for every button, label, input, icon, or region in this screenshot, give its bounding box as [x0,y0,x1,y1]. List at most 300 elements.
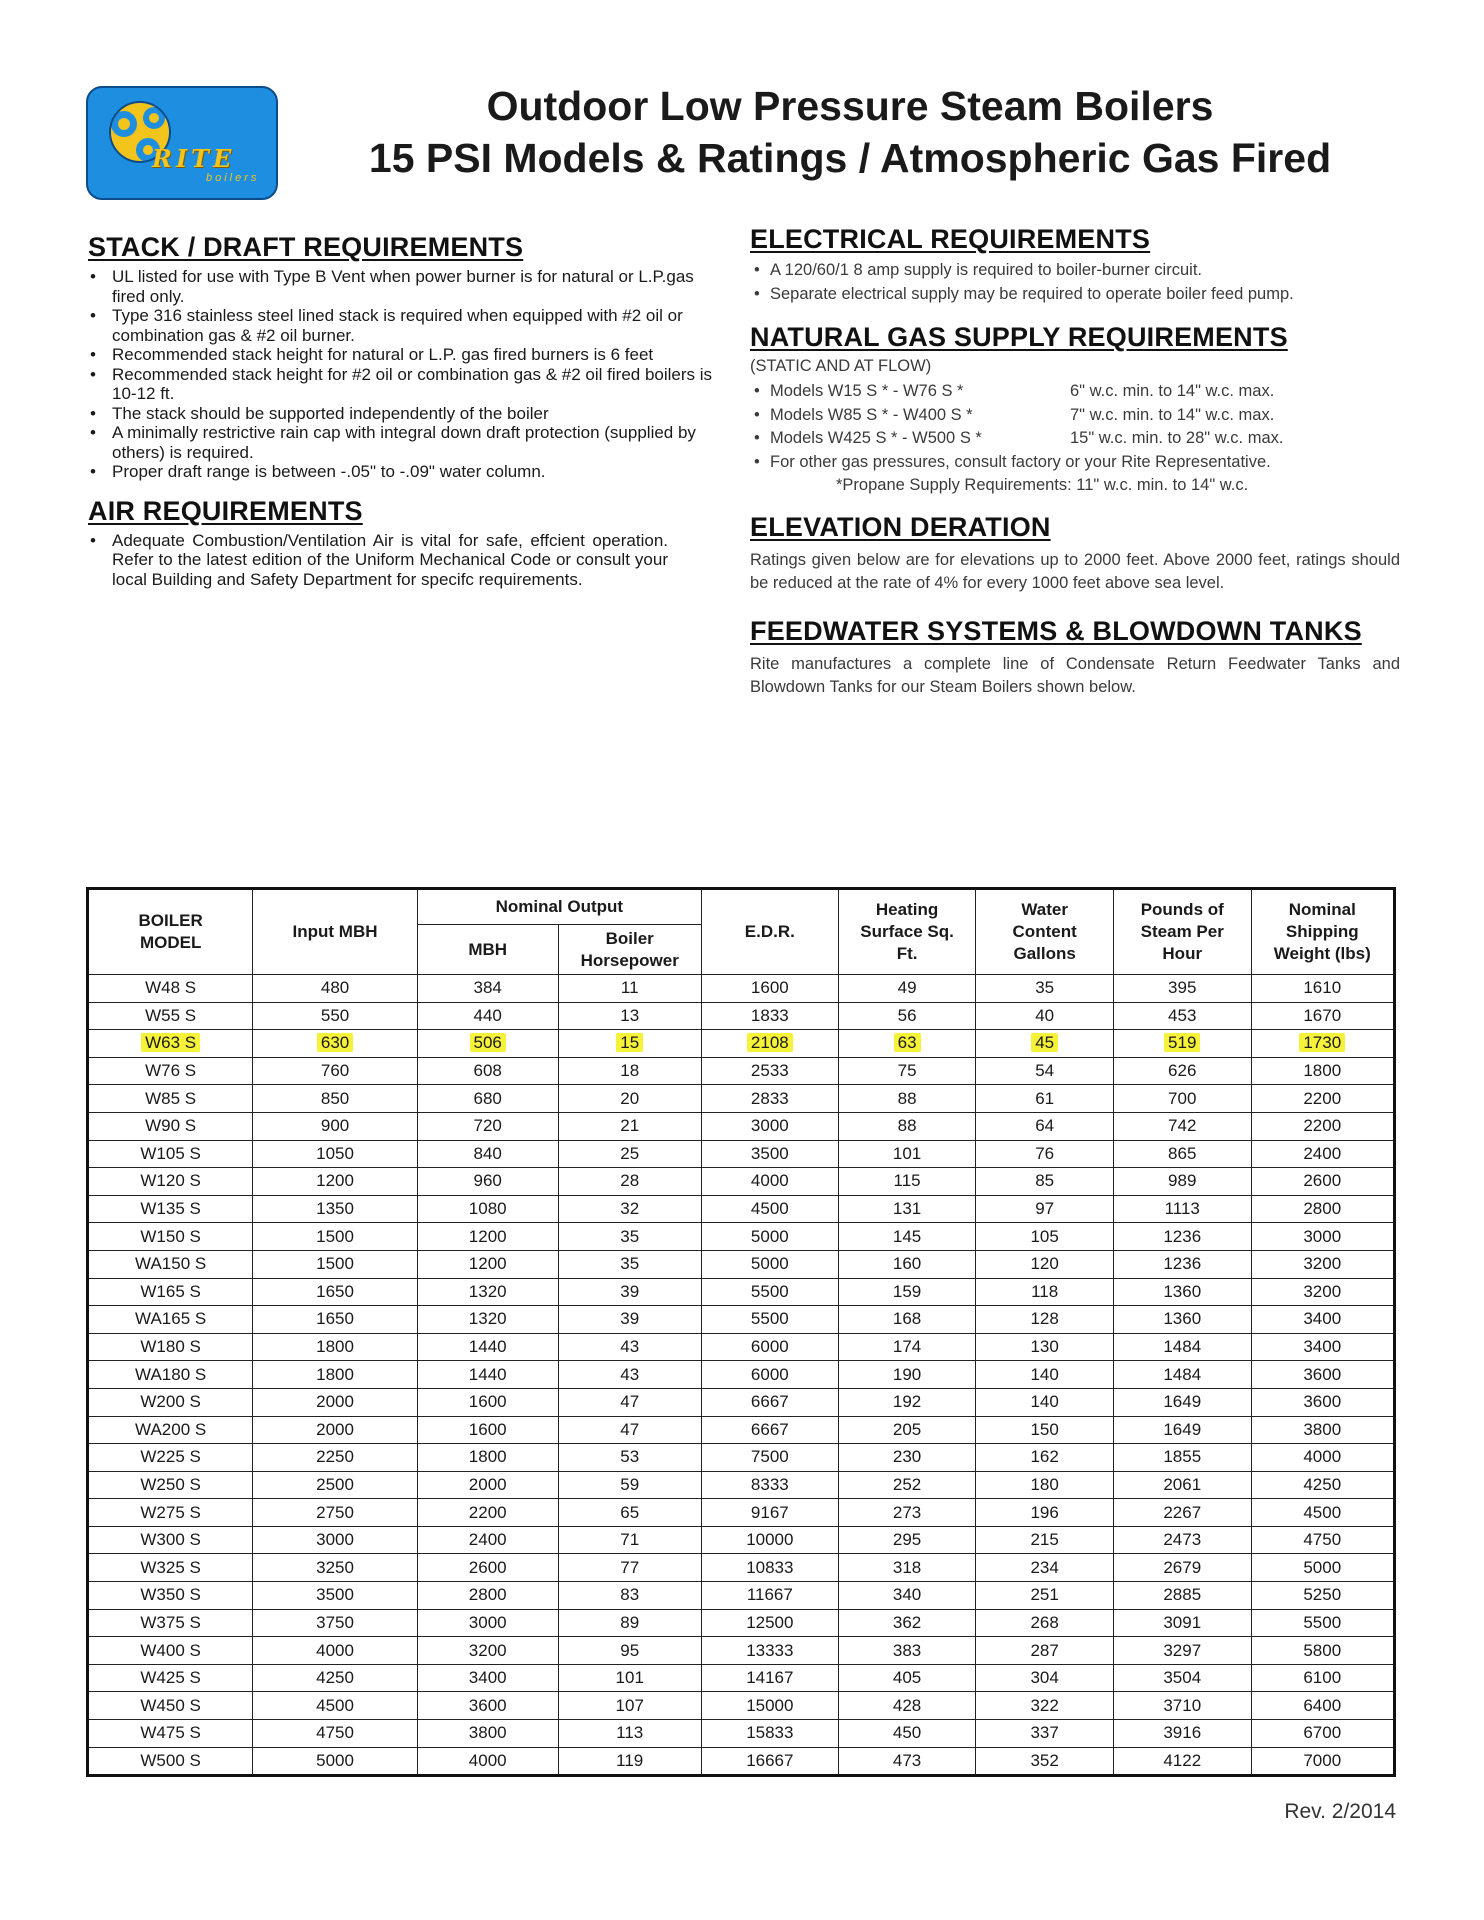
cell-value: 960 [473,1171,502,1191]
cell-value: 39 [620,1281,640,1301]
gas-range: 15" w.c. min. to 28" w.c. max. [1070,429,1284,447]
cell-hp [558,1195,701,1223]
list-item: • A minimally restrictive rain cap with integral down draft protection (supplied by others) is required. [88,423,728,462]
cell-heating [838,1195,976,1223]
cell-water [976,1085,1114,1113]
cell-edr [701,1720,838,1748]
cell-mbh [417,1582,558,1610]
cell-value: W225 S [140,1447,201,1467]
cell-weight [1251,1306,1394,1334]
table-row [88,1002,1395,1030]
cell-model [88,1471,253,1499]
cell-input [253,1085,418,1113]
cell-steam [1113,1554,1251,1582]
cell-heating [838,1361,976,1389]
cell-water [976,1526,1114,1554]
gas-models: • Models W425 S * - W500 S * [770,429,982,447]
cell-heating [838,1112,976,1140]
cell-hp [558,1692,701,1720]
cell-heating [838,1444,976,1472]
cell-steam [1113,1002,1251,1030]
cell-value: 3750 [316,1612,354,1632]
cell-weight [1251,1085,1394,1113]
cell-model [88,1140,253,1168]
cell-value: 3297 [1163,1640,1202,1660]
cell-value: W180 S [140,1337,201,1357]
cell-hp [558,1085,701,1113]
cell-value: 40 [1035,1005,1055,1025]
cell-water [976,1554,1114,1582]
cell-value: 10833 [746,1557,794,1577]
cell-mbh [417,1278,558,1306]
cell-value: W165 S [140,1281,201,1301]
cell-model [88,1030,253,1058]
cell-water [976,1747,1114,1776]
cell-value: 140 [1030,1364,1059,1384]
cell-model [88,1692,253,1720]
cell-value: 989 [1168,1171,1197,1191]
cell-weight [1251,1609,1394,1637]
cell-value: 3000 [316,1530,354,1550]
cell-heating [838,1664,976,1692]
cell-value: 3916 [1163,1723,1202,1743]
cell-value: 105 [1030,1226,1059,1246]
cell-input [253,1444,418,1472]
cell-weight [1251,1664,1394,1692]
cell-value: 3000 [1303,1226,1342,1246]
cell-value: 5000 [316,1750,354,1770]
cell-steam [1113,1692,1251,1720]
cell-hp [558,1747,701,1776]
stack-heading: STACK / DRAFT REQUIREMENTS [88,232,524,262]
cell-steam [1113,1664,1251,1692]
feedwater-text: Rite manufactures a complete line of Condensate Return Feedwater Tanks and Blowdown Tanks for our Steam Boilers shown below. [750,654,1400,696]
cell-hp [558,1554,701,1582]
cell-value: 3200 [1303,1281,1342,1301]
cell-water [976,1609,1114,1637]
cell-weight [1251,1112,1394,1140]
cell-value: 4250 [1303,1474,1342,1494]
cell-hp [558,975,701,1003]
cell-value: 1350 [316,1199,354,1219]
cell-mbh [417,1416,558,1444]
cell-value: 3400 [1303,1309,1342,1329]
cell-value: 1113 [1164,1199,1200,1219]
table-row [88,1720,1395,1748]
cell-value: 47 [620,1392,640,1412]
cell-value: 150 [1030,1419,1059,1439]
cell-input [253,1526,418,1554]
cell-model [88,1085,253,1113]
cell-value: 1649 [1163,1392,1202,1412]
cell-value: 88 [897,1116,917,1136]
cell-heating [838,1002,976,1030]
cell-mbh [417,1609,558,1637]
cell-value: 1200 [316,1171,354,1191]
cell-value: 13 [620,1005,640,1025]
cell-edr [701,1582,838,1610]
cell-hp [558,1333,701,1361]
cell-value: 101 [615,1668,644,1688]
cell-value: 3400 [468,1668,507,1688]
cell-water [976,1140,1114,1168]
cell-hp [558,1057,701,1085]
cell-mbh [417,1692,558,1720]
cell-value: 95 [620,1640,640,1660]
cell-heating [838,1554,976,1582]
cell-model [88,1278,253,1306]
propane-note: *Propane Supply Requirements: 11" w.c. min. to 14" w.c. [836,476,1249,494]
cell-value: 1484 [1163,1364,1202,1384]
list-item: • Type 316 stainless steel lined stack is required when equipped with #2 oil or combination gas & #2 oil burner. [88,306,728,345]
cell-weight [1251,1471,1394,1499]
cell-value: 2600 [468,1557,507,1577]
cell-steam [1113,1471,1251,1499]
cell-heating [838,1333,976,1361]
cell-value: 6000 [750,1337,789,1357]
cell-weight [1251,1140,1394,1168]
cell-edr [701,1085,838,1113]
cell-value: 2400 [468,1530,507,1550]
cell-mbh [417,1444,558,1472]
cell-value: 47 [620,1419,640,1439]
cell-mbh [417,1333,558,1361]
cell-value: 15000 [746,1695,794,1715]
cell-value: 1649 [1163,1419,1202,1439]
cell-model [88,1361,253,1389]
cell-mbh [417,1361,558,1389]
electrical-list [750,259,1400,306]
table-row [88,1554,1395,1582]
cell-hp [558,1140,701,1168]
cell-value: 4750 [1303,1530,1342,1550]
cell-water [976,1637,1114,1665]
cell-steam [1113,975,1251,1003]
cell-edr [701,1306,838,1334]
cell-value: 2250 [316,1447,354,1467]
cell-hp [558,1002,701,1030]
cell-value: W350 S [140,1585,201,1605]
cell-value: 1600 [468,1392,507,1412]
cell-weight [1251,1526,1394,1554]
ratings-table [86,887,1396,1777]
list-item: • Recommended stack height for natural or L.P. gas fired burners is 6 feet [88,345,728,365]
cell-model [88,1112,253,1140]
cell-input [253,1057,418,1085]
cell-hp [558,1168,701,1196]
table-row [88,1306,1395,1334]
cell-water [976,1471,1114,1499]
cell-value: 32 [620,1199,640,1219]
cell-value: 18 [620,1061,640,1081]
cell-water [976,1250,1114,1278]
cell-value: 16667 [746,1750,794,1770]
list-item [750,380,1400,404]
cell-value: 4750 [316,1723,354,1743]
cell-steam [1113,1526,1251,1554]
table-row [88,1195,1395,1223]
cell-edr [701,1554,838,1582]
feedwater-heading: FEEDWATER SYSTEMS & BLOWDOWN TANKS [750,615,1362,646]
cell-value: 1484 [1163,1337,1202,1357]
cell-value: 473 [892,1750,922,1770]
cell-value: 1800 [316,1337,354,1357]
cell-weight [1251,1250,1394,1278]
header-boiler-horsepower: Boiler Horsepower [558,925,701,975]
cell-model [88,1168,253,1196]
cell-value: 1610 [1303,978,1342,998]
cell-hp [558,1388,701,1416]
cell-hp [558,1278,701,1306]
cell-mbh [417,1030,558,1058]
list-item: • For other gas pressures, consult factory or your Rite Representative. [750,451,1400,475]
cell-mbh [417,1554,558,1582]
gas-range: 7" w.c. min. to 14" w.c. max. [1070,405,1275,424]
cell-steam [1113,1361,1251,1389]
cell-mbh [417,1002,558,1030]
cell-value: 1800 [316,1364,354,1384]
cell-value: 2400 [1303,1143,1342,1163]
cell-steam [1113,1168,1251,1196]
cell-value: 453 [1168,1005,1197,1025]
cell-value: 384 [473,978,502,998]
cell-value: 3500 [316,1585,354,1605]
table-row [88,1416,1395,1444]
cell-model [88,1637,253,1665]
table-row [88,1030,1395,1058]
cell-value: 1236 [1163,1254,1202,1274]
cell-value: 9167 [750,1502,789,1522]
cell-value: 680 [473,1088,502,1108]
cell-value: W300 S [140,1530,201,1550]
cell-value: 268 [1030,1612,1059,1632]
cell-value: 2833 [750,1088,789,1108]
cell-value: 4000 [316,1640,354,1660]
cell-value: 3800 [468,1723,507,1743]
cell-value: 252 [892,1474,922,1494]
cell-value: 54 [1035,1061,1055,1081]
cell-value: 2600 [1303,1171,1342,1191]
cell-value: 550 [320,1005,350,1025]
cell-value: 1800 [468,1447,507,1467]
cell-value: 159 [892,1281,922,1301]
cell-mbh [417,1526,558,1554]
cell-value: 304 [1030,1668,1059,1688]
header-edr: E.D.R. [701,889,838,975]
cell-input [253,1223,418,1251]
cell-value: 900 [320,1116,350,1136]
cell-heating [838,1720,976,1748]
cell-value: 83 [620,1585,640,1605]
gas-range: 6" w.c. min. to 14" w.c. max. [1070,382,1275,400]
elevation-heading: ELEVATION DERATION [750,511,1051,542]
cell-value: 5500 [750,1309,789,1329]
cell-model [88,1416,253,1444]
cell-value: 1320 [468,1281,507,1301]
cell-hp [558,1582,701,1610]
cell-model [88,1002,253,1030]
cell-value: W90 S [145,1116,197,1136]
cell-edr [701,1499,838,1527]
cell-value: 76 [1035,1143,1055,1163]
cell-value: 3091 [1163,1612,1202,1632]
cell-heating [838,1278,976,1306]
cell-input [253,1637,418,1665]
cell-value: 15833 [746,1723,794,1743]
cell-value: 3200 [468,1640,507,1660]
cell-weight [1251,1720,1394,1748]
cell-value: 10000 [746,1530,794,1550]
cell-input [253,1112,418,1140]
cell-heating [838,975,976,1003]
cell-weight [1251,1582,1394,1610]
cell-value: 88 [897,1088,917,1108]
cell-value: 113 [616,1723,644,1743]
cell-water [976,1195,1114,1223]
table-row [88,1664,1395,1692]
list-item: • Proper draft range is between -.05" to -.09" water column. [88,462,728,482]
cell-value: 4500 [1303,1502,1342,1522]
cell-value: 1670 [1303,1005,1342,1025]
cell-value: 2061 [1163,1474,1202,1494]
revision-label: Rev. 2/2014 [1284,1800,1396,1823]
cell-value: 6667 [750,1392,789,1412]
cell-input [253,1140,418,1168]
cell-value: 192 [892,1392,922,1412]
cell-water [976,1030,1114,1058]
cell-input [253,1609,418,1637]
cell-value: 2500 [316,1474,354,1494]
cell-value: W250 S [140,1474,201,1494]
cell-weight [1251,1278,1394,1306]
cell-mbh [417,975,558,1003]
table-row [88,1747,1395,1776]
cell-value: 65 [620,1502,640,1522]
cell-value: WA165 S [135,1309,207,1329]
cell-value: 196 [1030,1502,1059,1522]
logo-text: RITE [152,144,236,173]
cell-value: 1833 [750,1005,789,1025]
left-column [88,232,728,589]
cell-value: W425 S [140,1668,201,1688]
cell-input [253,1664,418,1692]
cell-value: 14167 [746,1668,794,1688]
elevation-text: Ratings given below are for elevations up to 2000 feet. Above 2000 feet, ratings should be reduced at the rate of 4% for every 1000 feet above sea level. [750,550,1400,592]
cell-value: 3200 [1303,1254,1342,1274]
cell-model [88,1388,253,1416]
cell-value: 53 [620,1447,640,1467]
cell-hp [558,1499,701,1527]
cell-input [253,1582,418,1610]
header-input-mbh: Input MBH [253,889,418,975]
cell-mbh [417,1195,558,1223]
cell-model [88,1582,253,1610]
cell-steam [1113,1278,1251,1306]
table-row [88,1692,1395,1720]
cell-weight [1251,1388,1394,1416]
cell-value: 6100 [1303,1668,1342,1688]
cell-model [88,1526,253,1554]
cell-value: W275 S [140,1502,201,1522]
page-title [300,80,1400,184]
cell-value: W400 S [140,1640,201,1660]
table-row [88,1333,1395,1361]
cell-value: 1320 [468,1309,507,1329]
cell-value: 1650 [316,1309,354,1329]
cell-model [88,1250,253,1278]
cell-value: 11 [620,978,639,998]
cell-value: 2000 [316,1419,354,1439]
cell-value: 7500 [750,1447,789,1467]
cell-edr [701,1168,838,1196]
list-item: • Separate electrical supply may be required to operate boiler feed pump. [750,283,1400,307]
cell-model [88,1554,253,1582]
cell-edr [701,1223,838,1251]
gas-subheading: (STATIC AND AT FLOW) [750,357,932,375]
cell-hp [558,1250,701,1278]
cell-model [88,1333,253,1361]
cell-value: 1855 [1163,1447,1202,1467]
cell-edr [701,1140,838,1168]
cell-input [253,1002,418,1030]
air-heading: AIR REQUIREMENTS [88,495,363,526]
cell-value: 39 [620,1309,640,1329]
cell-value: 107 [615,1695,644,1715]
cell-model [88,1223,253,1251]
cell-value: 25 [620,1143,640,1163]
cell-value: W450 S [140,1695,201,1715]
cell-water [976,975,1114,1003]
cell-weight [1251,1195,1394,1223]
cell-edr [701,1333,838,1361]
cell-value: 7000 [1303,1750,1342,1770]
header-heating-surface: Heating Surface Sq. Ft. [838,889,976,975]
cell-edr [701,1002,838,1030]
table-row [88,1085,1395,1113]
cell-water [976,1664,1114,1692]
cell-weight [1251,1361,1394,1389]
cell-water [976,1388,1114,1416]
cell-edr [701,975,838,1003]
cell-edr [701,1057,838,1085]
cell-weight [1251,1499,1394,1527]
cell-value: 75 [897,1061,917,1081]
cell-edr [701,1278,838,1306]
cell-value: 287 [1030,1640,1059,1660]
cell-value: 1080 [468,1199,507,1219]
cell-edr [701,1526,838,1554]
cell-model [88,1664,253,1692]
cell-input [253,1030,418,1058]
cell-heating [838,1637,976,1665]
cell-heating [838,1223,976,1251]
cell-hp [558,1471,701,1499]
cell-water [976,1692,1114,1720]
cell-steam [1113,1112,1251,1140]
list-item: • A 120/60/1 8 amp supply is required to boiler-burner circuit. [750,259,1400,283]
table-row [88,1278,1395,1306]
cell-value: 162 [1030,1447,1059,1467]
cell-value: 128 [1030,1309,1059,1329]
cell-value: 15 [616,1033,643,1052]
logo-subtext: boilers [206,172,260,184]
cell-heating [838,1416,976,1444]
cell-value: 120 [1030,1254,1059,1274]
cell-value: W55 S [145,1005,197,1025]
cell-edr [701,1692,838,1720]
cell-model [88,1499,253,1527]
cell-value: 273 [892,1502,922,1522]
